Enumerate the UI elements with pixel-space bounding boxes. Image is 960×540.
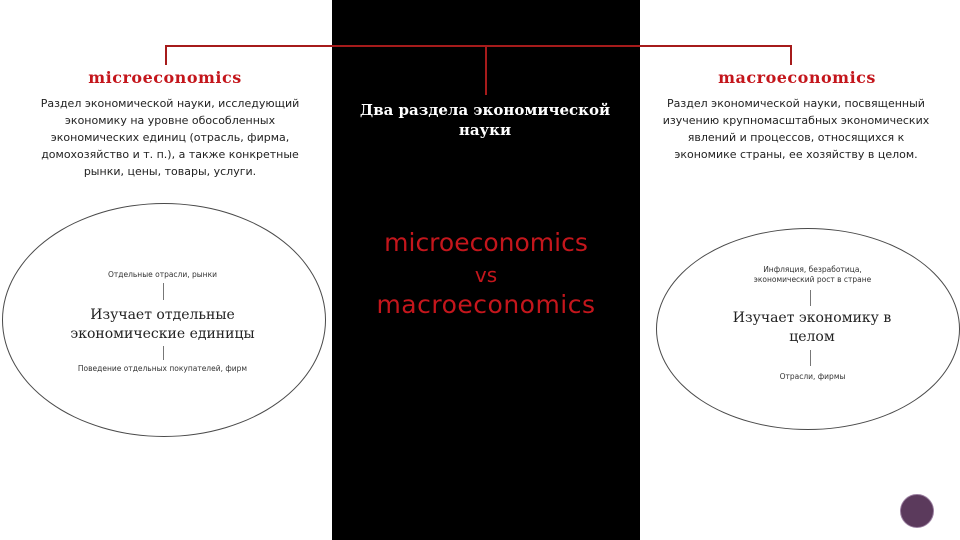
vs-title-line2: vs xyxy=(474,263,498,287)
right-ellipse-main-text: Изучает экономику в целом xyxy=(732,310,892,345)
right-ellipse-top-text: Инфляция, безработица, экономический рост в стране xyxy=(753,265,872,284)
connector-left-drop xyxy=(165,45,167,65)
connector-center-drop xyxy=(485,45,487,95)
right-ellipse-bottom-text: Отрасли, фирмы xyxy=(779,372,846,381)
left-ellipse-bottom-text: Поведение отдельных покупателей, фирм xyxy=(77,364,248,373)
left-title: microeconomics xyxy=(88,68,242,87)
connector-right-drop xyxy=(790,45,792,65)
right-ellipse-tick-bottom xyxy=(810,350,811,366)
left-ellipse-main-text: Изучает отдельные экономические единицы xyxy=(70,307,255,342)
right-ellipse-tick-top xyxy=(810,290,811,306)
left-ellipse-tick-top xyxy=(163,283,164,300)
connector-horizontal xyxy=(165,45,791,47)
vs-title-line1: microeconomics xyxy=(384,228,588,257)
vs-title-line3: macroeconomics xyxy=(376,290,596,319)
left-ellipse-tick-bottom xyxy=(163,346,164,360)
left-description: Раздел экономической науки, исследующий экономику на уровне обособленных экономических единиц (отрасль, фирма, домохозяйство и т. п.), а также конкретные рынки, цены, товары, услуги. xyxy=(40,97,300,178)
center-heading: Два раздела экономической науки xyxy=(359,101,611,139)
right-description: Раздел экономической науки, посвященный изучению крупномасштабных экономических явлений и процессов, относящихся к экономике страны, ее хозяйству в целом. xyxy=(662,97,930,161)
right-title: macroeconomics xyxy=(718,68,876,87)
left-ellipse-top-text: Отдельные отрасли, рынки xyxy=(108,270,217,279)
decorative-badge-icon xyxy=(900,494,934,528)
